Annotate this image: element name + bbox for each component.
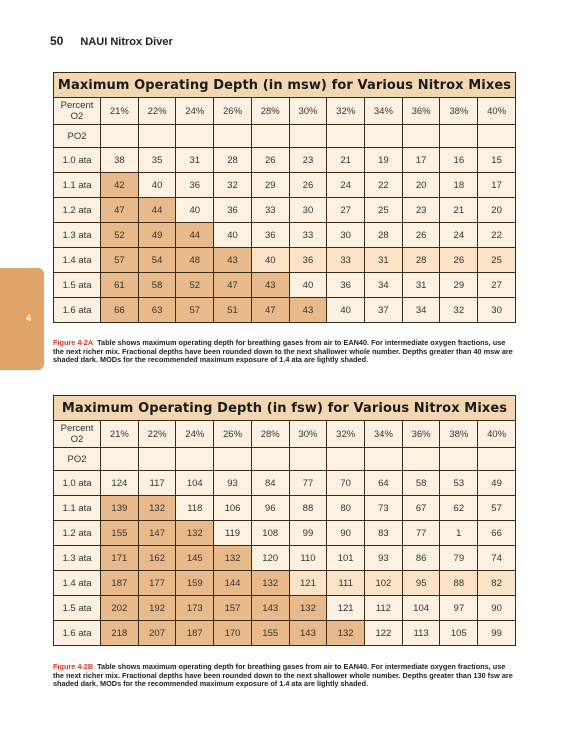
depth-cell: 40 [176,198,214,223]
depth-cell: 118 [176,496,214,521]
empty-cell [101,448,139,471]
table-row [54,223,516,248]
empty-cell [289,125,327,148]
empty-cell [327,125,365,148]
empty-cell [402,448,440,471]
column-header: 34% [365,98,403,125]
depth-cell: 48 [176,248,214,273]
depth-cell: 25 [365,198,403,223]
depth-cell: 52 [101,223,139,248]
depth-cell: 202 [101,596,139,621]
depth-cell: 57 [101,248,139,273]
depth-cell: 132 [251,571,289,596]
empty-cell [138,125,176,148]
depth-cell: 108 [251,521,289,546]
page-number: 50 [50,34,64,48]
depth-cell: 20 [402,173,440,198]
depth-cell: 25 [478,248,516,273]
column-header: 22% [138,421,176,448]
row-label: 1.4 ata [54,248,101,273]
table-row [54,496,516,521]
depth-cell: 117 [138,471,176,496]
column-header: 30% [289,98,327,125]
row-label: 1.5 ata [54,596,101,621]
column-header: 32% [327,421,365,448]
depth-cell: 40 [214,223,252,248]
empty-cell [101,125,139,148]
depth-cell: 63 [138,298,176,323]
depth-cell: 112 [365,596,403,621]
depth-cell: 40 [327,298,365,323]
depth-cell: 121 [327,596,365,621]
table-row [54,546,516,571]
page-header [50,34,173,48]
depth-cell: 28 [214,148,252,173]
depth-cell: 58 [402,471,440,496]
depth-cell: 104 [176,471,214,496]
column-header: 32% [327,98,365,125]
depth-cell: 132 [176,521,214,546]
depth-cell: 17 [478,173,516,198]
depth-cell: 218 [101,621,139,646]
depth-cell: 16 [440,148,478,173]
depth-cell: 35 [138,148,176,173]
table-row [54,198,516,223]
depth-cell: 162 [138,546,176,571]
column-header: 21% [101,98,139,125]
depth-cell: 173 [176,596,214,621]
depth-cell: 28 [365,223,403,248]
depth-cell: 51 [214,298,252,323]
depth-cell: 80 [327,496,365,521]
depth-cell: 67 [402,496,440,521]
row-label: 1.1 ata [54,496,101,521]
depth-cell: 74 [478,546,516,571]
row-label: 1.3 ata [54,223,101,248]
depth-cell: 86 [402,546,440,571]
row-label: 1.0 ata [54,471,101,496]
depth-cell: 57 [176,298,214,323]
depth-cell: 47 [101,198,139,223]
depth-cell: 61 [101,273,139,298]
depth-cell: 120 [251,546,289,571]
figure-label-b: Figure 4-2B [53,662,94,671]
table-row [54,521,516,546]
depth-cell: 27 [327,198,365,223]
depth-cell: 44 [176,223,214,248]
depth-cell: 110 [289,546,327,571]
chapter-tab [0,268,44,370]
chapter-tab-label: 4 [26,313,32,323]
depth-cell: 31 [402,273,440,298]
depth-cell: 21 [327,148,365,173]
empty-cell [365,125,403,148]
table-row [54,298,516,323]
depth-cell: 95 [402,571,440,596]
table-row [54,596,516,621]
depth-cell: 66 [478,521,516,546]
depth-cell: 36 [176,173,214,198]
column-header: 30% [289,421,327,448]
figure-text-a: Table shows maximum operating depth for breathing gases from air to EAN40. For intermediate oxygen fractions, use the next richer mix. Fractional depths have been rounded down to the next shallower whole number. Depths greater than 40 msw are shaded dark. MODs for the recommended maximum exposure of 1.4 ata are lightly shaded. [53,338,513,365]
o2-label: O2 [70,111,84,122]
depth-cell: 124 [101,471,139,496]
depth-cell: 43 [214,248,252,273]
depth-cell: 62 [440,496,478,521]
depth-cell: 47 [214,273,252,298]
depth-cell: 139 [101,496,139,521]
depth-cell: 23 [289,148,327,173]
depth-cell: 38 [101,148,139,173]
depth-cell: 187 [176,621,214,646]
row-label: 1.2 ata [54,521,101,546]
depth-cell: 57 [478,496,516,521]
depth-cell: 33 [251,198,289,223]
depth-cell: 64 [365,471,403,496]
figure-label-a: Figure 4-2A [53,338,94,347]
depth-cell: 93 [214,471,252,496]
column-header: 36% [402,98,440,125]
percent-o2-header: Percent O2 [54,421,101,448]
empty-cell [365,448,403,471]
depth-cell: 143 [251,596,289,621]
depth-cell: 20 [478,198,516,223]
depth-cell: 159 [176,571,214,596]
depth-cell: 36 [289,248,327,273]
depth-cell: 104 [402,596,440,621]
empty-cell [478,448,516,471]
percent-o2-header: Percent O2 [54,98,101,125]
depth-cell: 40 [251,248,289,273]
empty-cell [138,448,176,471]
depth-cell: 53 [440,471,478,496]
depth-cell: 157 [214,596,252,621]
depth-cell: 143 [289,621,327,646]
depth-cell: 43 [251,273,289,298]
depth-cell: 77 [402,521,440,546]
depth-cell: 132 [289,596,327,621]
depth-cell: 155 [101,521,139,546]
depth-cell: 40 [138,173,176,198]
depth-cell: 105 [440,621,478,646]
o2-label: O2 [70,434,84,445]
row-label: 1.6 ata [54,298,101,323]
depth-cell: 90 [327,521,365,546]
row-label: 1.1 ata [54,173,101,198]
column-header: 28% [251,421,289,448]
depth-cell: 24 [440,223,478,248]
depth-cell: 88 [289,496,327,521]
table-title: Maximum Operating Depth (in msw) for Various Nitrox Mixes [54,73,516,98]
depth-cell: 102 [365,571,403,596]
row-label: 1.0 ata [54,148,101,173]
empty-cell [176,125,214,148]
depth-cell: 26 [251,148,289,173]
empty-cell [440,448,478,471]
column-header: 22% [138,98,176,125]
column-header: 40% [478,98,516,125]
depth-cell: 24 [327,173,365,198]
column-header: 26% [214,421,252,448]
depth-cell: 27 [478,273,516,298]
empty-cell [289,448,327,471]
depth-cell: 47 [251,298,289,323]
depth-cell: 99 [478,621,516,646]
column-header: 38% [440,421,478,448]
empty-cell [176,448,214,471]
empty-cell [251,448,289,471]
depth-cell: 34 [402,298,440,323]
row-label: 1.4 ata [54,571,101,596]
depth-cell: 26 [289,173,327,198]
empty-cell [440,125,478,148]
depth-cell: 42 [101,173,139,198]
column-header: 26% [214,98,252,125]
depth-cell: 111 [327,571,365,596]
table-row [54,148,516,173]
running-title: NAUI Nitrox Diver [80,36,173,48]
depth-cell: 77 [289,471,327,496]
empty-cell [402,125,440,148]
figure-text-b: Table shows maximum operating depth for breathing gases from air to EAN40. For intermediate oxygen fractions, use the next richer mix. Fractional depths have been rounded down to the next shallower whole number. Depths greater than 130 fsw are shaded dark. MODs for the recommended maximum exposure of 1.4 ata are lightly shaded. [53,662,513,689]
depth-cell: 36 [214,198,252,223]
depth-cell: 34 [365,273,403,298]
depth-cell: 29 [440,273,478,298]
depth-cell: 145 [176,546,214,571]
column-header: 21% [101,421,139,448]
figure-caption-b [53,663,518,689]
depth-cell: 33 [289,223,327,248]
depth-cell: 30 [478,298,516,323]
depth-cell: 36 [327,273,365,298]
depth-cell: 44 [138,198,176,223]
empty-cell [214,448,252,471]
empty-cell [251,125,289,148]
depth-cell: 177 [138,571,176,596]
column-header: 28% [251,98,289,125]
row-label: 1.3 ata [54,546,101,571]
depth-cell: 30 [289,198,327,223]
depth-cell: 96 [251,496,289,521]
depth-cell: 17 [402,148,440,173]
depth-cell: 29 [251,173,289,198]
depth-cell: 121 [289,571,327,596]
depth-cell: 49 [478,471,516,496]
depth-cell: 58 [138,273,176,298]
depth-cell: 66 [101,298,139,323]
figure-caption-a [53,339,518,365]
depth-cell: 155 [251,621,289,646]
depth-cell: 132 [138,496,176,521]
depth-cell: 70 [327,471,365,496]
depth-cell: 30 [327,223,365,248]
depth-cell: 106 [214,496,252,521]
column-header: 34% [365,421,403,448]
column-header: 38% [440,98,478,125]
depth-cell: 28 [402,248,440,273]
depth-cell: 40 [289,273,327,298]
table-title: Maximum Operating Depth (in fsw) for Various Nitrox Mixes [54,396,516,421]
depth-cell: 26 [440,248,478,273]
table-row [54,471,516,496]
empty-cell [327,448,365,471]
depth-cell: 54 [138,248,176,273]
depth-cell: 37 [365,298,403,323]
empty-cell [478,125,516,148]
depth-cell: 207 [138,621,176,646]
depth-cell: 144 [214,571,252,596]
depth-cell: 21 [440,198,478,223]
depth-cell: 147 [138,521,176,546]
depth-cell: 22 [478,223,516,248]
depth-cell: 84 [251,471,289,496]
depth-cell: 187 [101,571,139,596]
mod-table-fsw [53,395,516,646]
depth-cell: 18 [440,173,478,198]
table-row [54,173,516,198]
depth-cell: 132 [327,621,365,646]
column-header: 40% [478,421,516,448]
depth-cell: 132 [214,546,252,571]
depth-cell: 19 [365,148,403,173]
depth-cell: 36 [251,223,289,248]
depth-cell: 22 [365,173,403,198]
table-row [54,571,516,596]
depth-cell: 171 [101,546,139,571]
depth-cell: 1 [440,521,478,546]
depth-cell: 93 [365,546,403,571]
depth-cell: 33 [327,248,365,273]
depth-cell: 26 [402,223,440,248]
depth-cell: 52 [176,273,214,298]
mod-table-msw [53,72,516,323]
row-label: 1.5 ata [54,273,101,298]
depth-cell: 49 [138,223,176,248]
depth-cell: 15 [478,148,516,173]
column-header: 24% [176,98,214,125]
table-row [54,621,516,646]
depth-cell: 83 [365,521,403,546]
depth-cell: 73 [365,496,403,521]
depth-cell: 31 [365,248,403,273]
depth-cell: 113 [402,621,440,646]
row-label: 1.2 ata [54,198,101,223]
depth-cell: 192 [138,596,176,621]
table-row [54,248,516,273]
po2-header: PO2 [54,125,101,148]
depth-cell: 97 [440,596,478,621]
depth-cell: 43 [289,298,327,323]
depth-cell: 82 [478,571,516,596]
depth-cell: 79 [440,546,478,571]
column-header: 24% [176,421,214,448]
depth-cell: 119 [214,521,252,546]
table-row [54,273,516,298]
po2-header: PO2 [54,448,101,471]
depth-cell: 32 [440,298,478,323]
column-header: 36% [402,421,440,448]
empty-cell [214,125,252,148]
row-label: 1.6 ata [54,621,101,646]
depth-cell: 88 [440,571,478,596]
depth-cell: 99 [289,521,327,546]
depth-cell: 101 [327,546,365,571]
depth-cell: 31 [176,148,214,173]
depth-cell: 32 [214,173,252,198]
depth-cell: 90 [478,596,516,621]
depth-cell: 170 [214,621,252,646]
depth-cell: 23 [402,198,440,223]
depth-cell: 122 [365,621,403,646]
